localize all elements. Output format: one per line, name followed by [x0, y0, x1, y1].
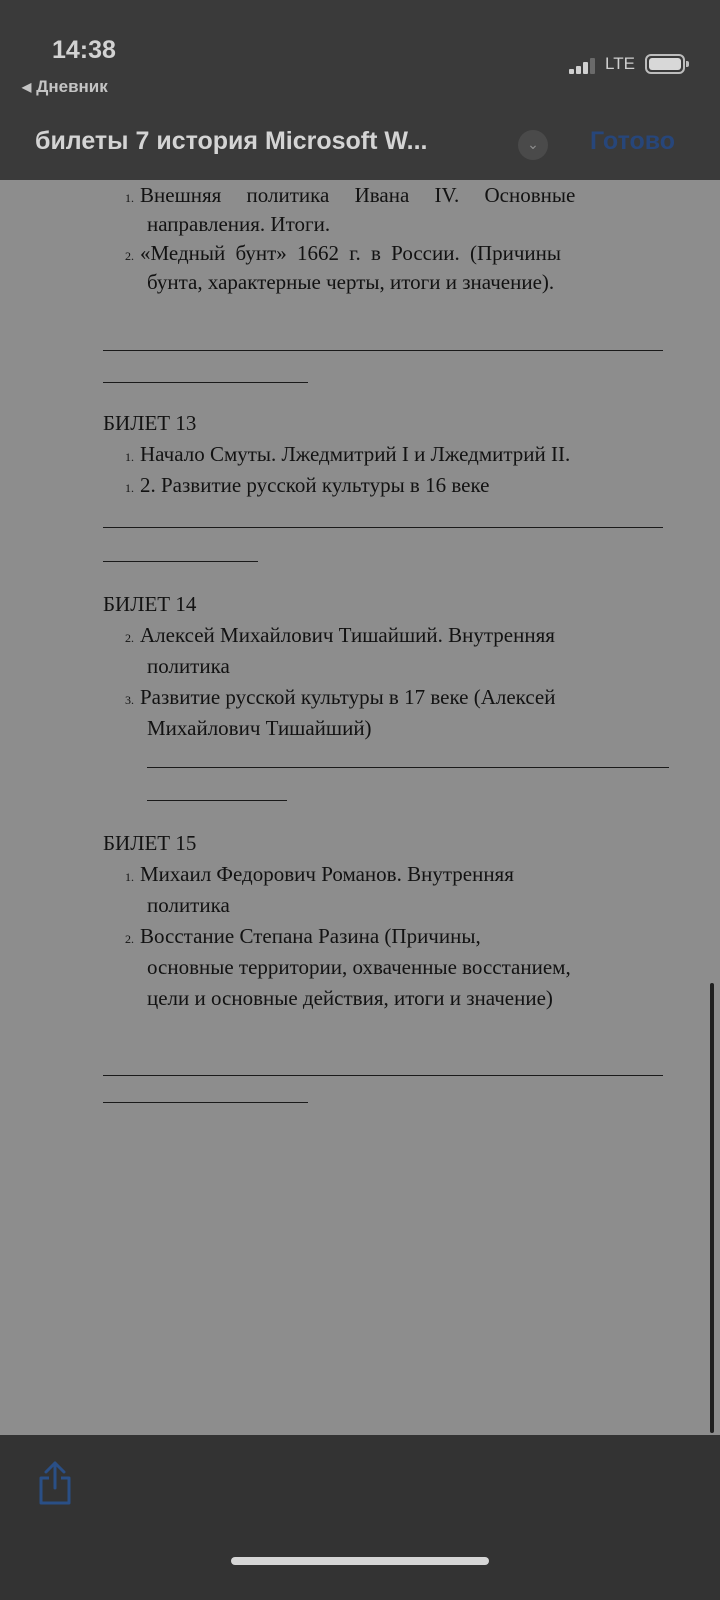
network-type: LTE — [605, 54, 635, 73]
document-page[interactable] — [0, 180, 720, 1435]
cellular-signal-icon — [569, 58, 595, 74]
answer-line — [103, 561, 258, 562]
list-item-continuation: политика — [147, 893, 230, 917]
list-item: 1. Михаил Федорович Романов. Внутренняя — [125, 862, 514, 886]
ticket-heading: БИЛЕТ 13 — [103, 411, 197, 435]
list-item: 3. Развитие русской культуры в 17 веке (Алексей — [125, 685, 556, 709]
list-item-continuation: основные территории, охваченные восстанием, — [147, 955, 571, 979]
answer-line — [103, 527, 663, 528]
nav-bar — [0, 110, 720, 180]
list-item-continuation: Михайлович Тишайший) — [147, 716, 372, 740]
back-triangle-icon: ◀ — [22, 80, 32, 94]
answer-line — [103, 350, 663, 351]
list-item-continuation: политика — [147, 654, 230, 678]
answer-line — [147, 800, 287, 801]
list-item: 2. Алексей Михайлович Тишайший. Внутренняя — [125, 623, 555, 647]
answer-line — [103, 382, 308, 383]
scroll-indicator[interactable] — [710, 983, 714, 1433]
back-to-app-button[interactable] — [22, 77, 108, 97]
answer-line — [147, 767, 669, 768]
list-item-continuation: цели и основные действия, итоги и значение) — [147, 986, 553, 1010]
list-item-continuation: направления. Итоги. — [147, 212, 331, 236]
status-bar — [0, 0, 720, 110]
done-button[interactable]: Готово — [590, 127, 676, 155]
ticket-heading: БИЛЕТ 14 — [103, 592, 197, 616]
list-item-continuation: бунта, характерные черты, итоги и значение). — [147, 270, 555, 294]
list-item: 1. Начало Смуты. Лжедмитрий I и Лжедмитрий II. — [125, 442, 571, 466]
home-indicator[interactable] — [231, 1557, 489, 1565]
list-item: 2. «Медный бунт» 1662 г. в России. (Причины — [125, 241, 562, 265]
chevron-down-icon[interactable]: ⌄ — [518, 130, 548, 160]
back-to-app-label: Дневник — [36, 77, 108, 96]
document-title[interactable]: билеты 7 история Microsoft W... — [35, 127, 428, 155]
list-item: 1. 2. Развитие русской культуры в 16 веке — [125, 473, 490, 497]
share-icon[interactable] — [37, 1460, 73, 1506]
status-time: 14:38 — [52, 36, 116, 64]
answer-line — [103, 1102, 308, 1103]
answer-line — [103, 1075, 663, 1076]
list-item: 2. Восстание Степана Разина (Причины, — [125, 924, 481, 948]
list-item: 1. Внешняя политика Ивана IV. Основные — [125, 183, 576, 207]
bottom-toolbar — [0, 1435, 720, 1600]
battery-icon — [645, 54, 685, 74]
ticket-heading: БИЛЕТ 15 — [103, 831, 197, 855]
